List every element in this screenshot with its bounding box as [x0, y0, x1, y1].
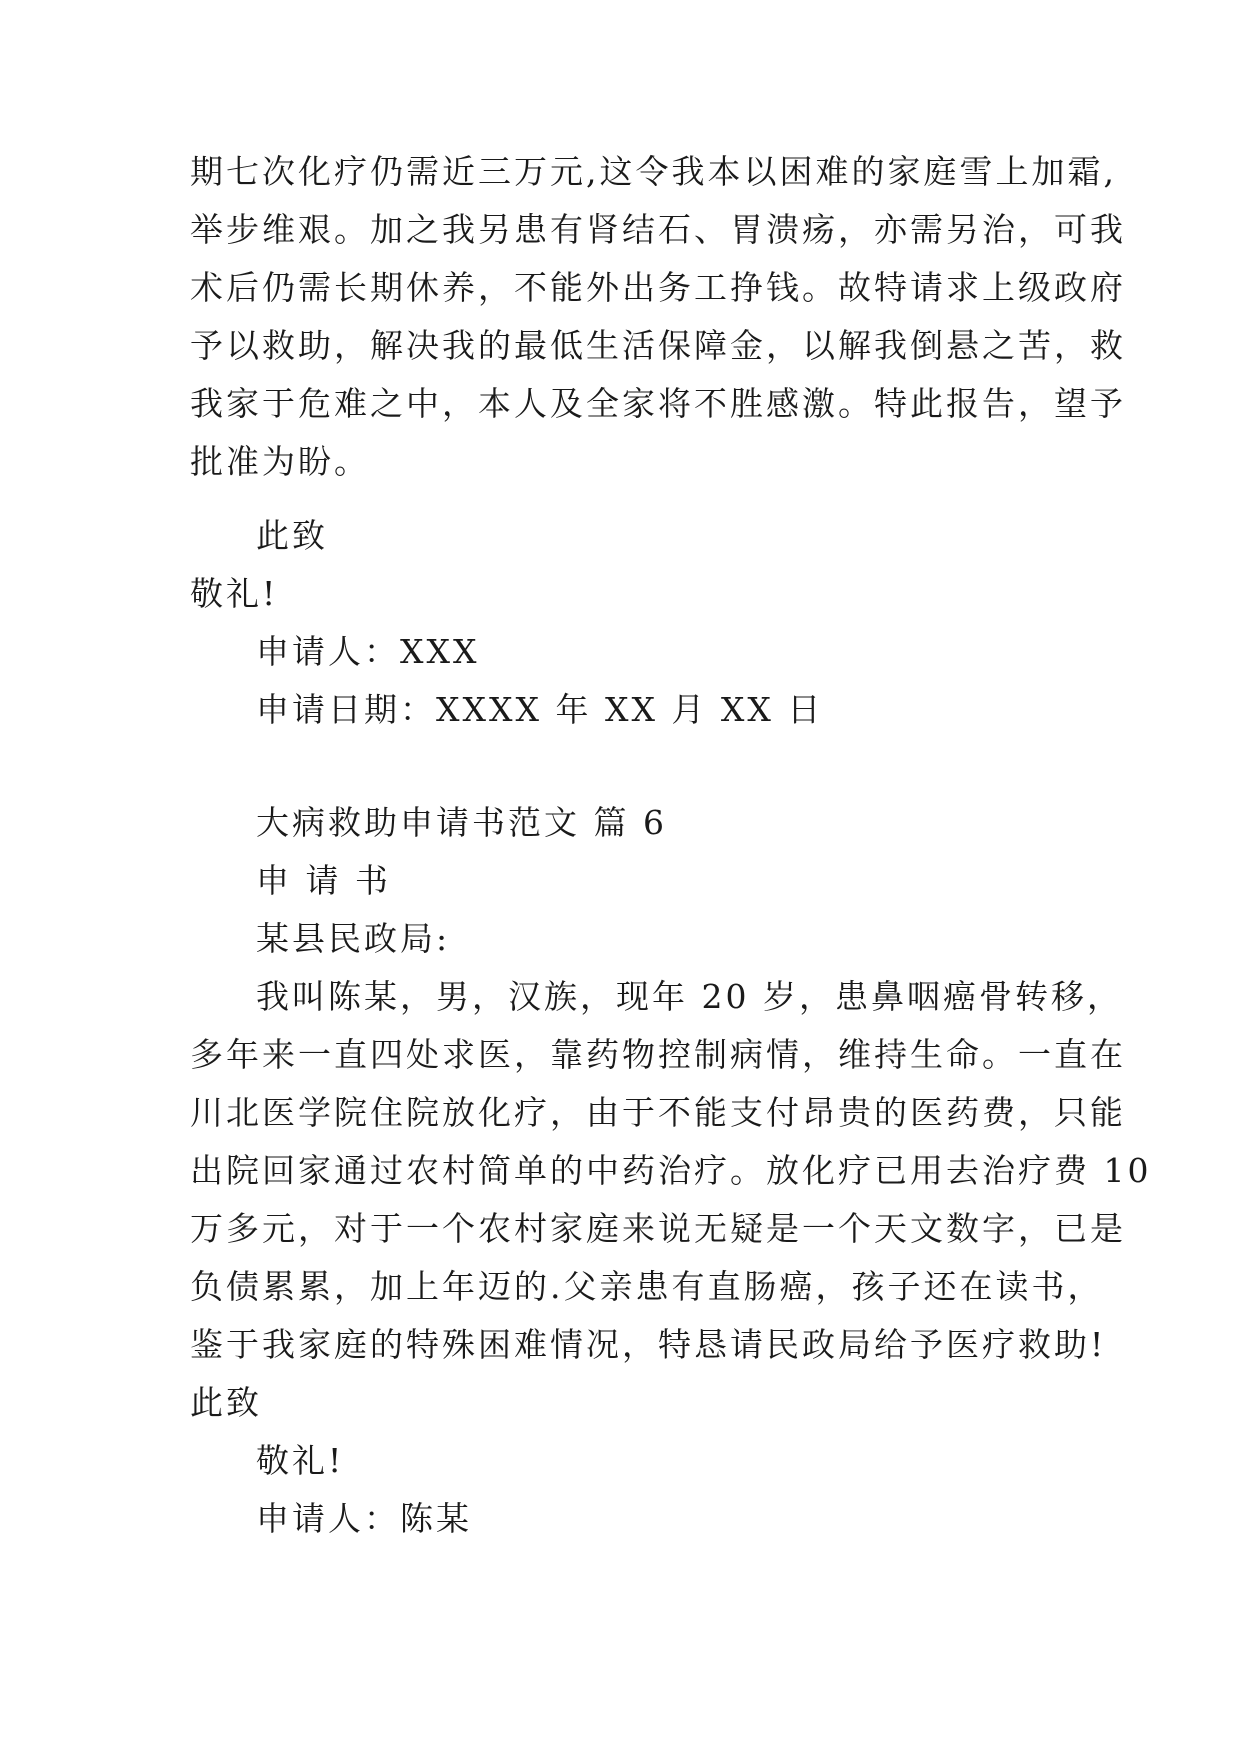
paragraph-line: 我叫陈某，男，汉族，现年 20 岁，患鼻咽癌骨转移，: [256, 977, 1123, 1016]
paragraph-line: 术后仍需长期休养，不能外出务工挣钱。故特请求上级政府: [190, 268, 1126, 307]
paragraph-line: 负债累累，加上年迈的.父亲患有直肠癌，孩子还在读书，: [190, 1267, 1104, 1306]
document-title: 申 请 书: [256, 861, 391, 900]
closing-text: 此致: [190, 1383, 262, 1422]
salutation-text: 敬礼!: [256, 1441, 345, 1480]
paragraph-line: 万多元，对于一个农村家庭来说无疑是一个天文数字，已是: [190, 1209, 1126, 1248]
salutation-text: 敬礼!: [190, 574, 279, 613]
closing-text: 此致: [256, 516, 328, 555]
application-date: 申请日期：XXXX 年 XX 月 XX 日: [256, 690, 824, 729]
recipient-line: 某县民政局:: [256, 919, 451, 958]
paragraph-line: 川北医学院住院放化疗，由于不能支付昂贵的医药费，只能: [190, 1093, 1126, 1132]
paragraph-line: 期七次化疗仍需近三万元,这令我本以困难的家庭雪上加霜,: [190, 152, 1117, 191]
paragraph-line: 举步维艰。加之我另患有肾结石、胃溃疡，亦需另治，可我: [190, 210, 1126, 249]
applicant-line: 申请人：陈某: [256, 1499, 472, 1538]
paragraph-line: 我家于危难之中，本人及全家将不胜感激。特此报告，望予: [190, 384, 1126, 423]
paragraph-line: 多年来一直四处求医，靠药物控制病情，维持生命。一直在: [190, 1035, 1126, 1074]
paragraph-line: 出院回家通过农村简单的中药治疗。放化疗已用去治疗费 10: [190, 1151, 1152, 1190]
paragraph-line: 鉴于我家庭的特殊困难情况，特恳请民政局给予医疗救助!: [190, 1325, 1107, 1364]
applicant-line: 申请人：XXX: [256, 632, 480, 671]
paragraph-line: 批准为盼。: [190, 442, 370, 481]
paragraph-line: 予以救助，解决我的最低生活保障金，以解我倒悬之苦，救: [190, 326, 1126, 365]
section-title: 大病救助申请书范文 篇 6: [256, 803, 667, 842]
